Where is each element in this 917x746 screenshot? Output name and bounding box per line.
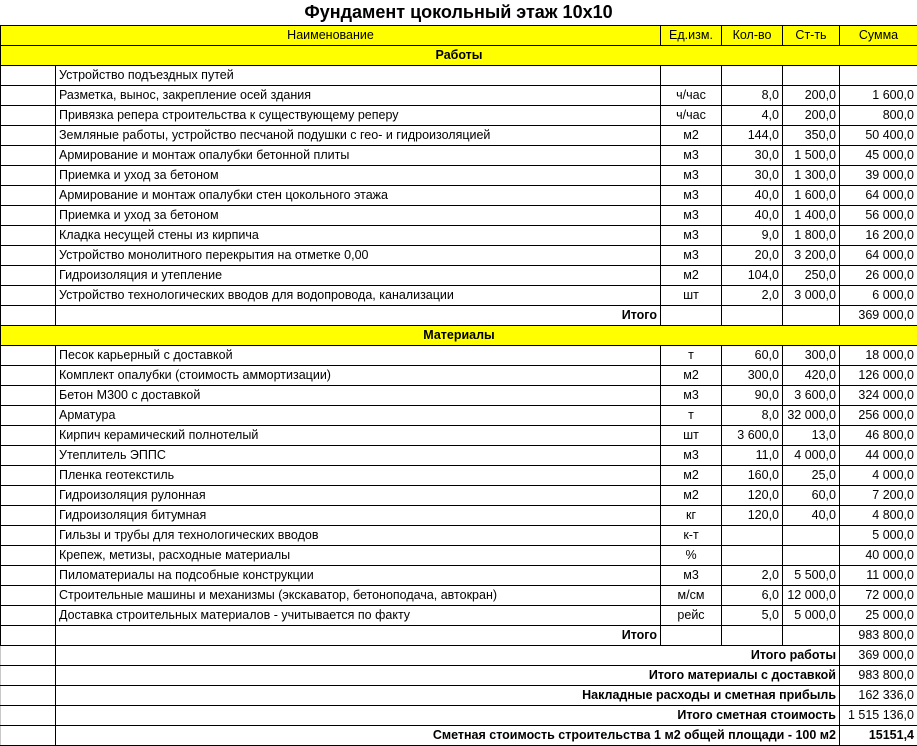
table-row <box>1 606 917 626</box>
table-row <box>1 526 917 546</box>
sum-cell[interactable]: 46 800,0 <box>840 426 917 446</box>
sum-cell[interactable]: 40 000,0 <box>840 546 917 566</box>
materials-total-value[interactable]: 983 800,0 <box>840 626 917 646</box>
summary-label[interactable]: Итого сметная стоимость <box>56 706 840 726</box>
item-name-cell[interactable]: Армирование и монтаж опалубки бетонной плиты <box>56 146 661 166</box>
table-row <box>1 466 917 486</box>
table-row <box>1 506 917 526</box>
unit-cell[interactable] <box>661 306 722 326</box>
sum-cell[interactable]: 44 000,0 <box>840 446 917 466</box>
header-unit: Ед.изм. <box>661 26 722 46</box>
sum-cell[interactable]: 72 000,0 <box>840 586 917 606</box>
sum-cell[interactable]: 4 000,0 <box>840 466 917 486</box>
works-total-row <box>1 306 917 326</box>
unit-cell[interactable]: м2 <box>661 266 722 286</box>
qty-cell[interactable]: 11,0 <box>722 446 783 466</box>
summary-label[interactable]: Сметная стоимость строительства 1 м2 общей площади - 100 м2 <box>56 726 840 746</box>
unit-cell[interactable]: ч/час <box>661 86 722 106</box>
qty-cell[interactable]: 40,0 <box>722 186 783 206</box>
item-name-cell[interactable]: Приемка и уход за бетоном <box>56 166 661 186</box>
row-gap-cell[interactable] <box>1 686 56 706</box>
sum-cell[interactable]: 6 000,0 <box>840 286 917 306</box>
table-row <box>1 586 917 606</box>
qty-cell[interactable]: 8,0 <box>722 406 783 426</box>
row-gap-cell[interactable] <box>1 586 56 606</box>
summary-row <box>1 646 917 666</box>
row-gap-cell[interactable] <box>1 86 56 106</box>
works-total-label[interactable]: Итого <box>56 306 661 326</box>
row-gap-cell[interactable] <box>1 106 56 126</box>
unit-cell[interactable]: т <box>661 346 722 366</box>
works-section-label: Работы <box>1 46 917 66</box>
unit-cell[interactable]: ч/час <box>661 106 722 126</box>
summary-label[interactable]: Накладные расходы и сметная прибыль <box>56 686 840 706</box>
qty-cell[interactable] <box>722 66 783 86</box>
table-row <box>1 146 917 166</box>
summary-value[interactable]: 369 000,0 <box>840 646 917 666</box>
table-row <box>1 266 917 286</box>
unit-cell[interactable]: % <box>661 546 722 566</box>
qty-cell[interactable]: 5,0 <box>722 606 783 626</box>
price-cell[interactable] <box>783 306 840 326</box>
row-gap-cell[interactable] <box>1 246 56 266</box>
header-row <box>1 26 917 46</box>
sum-cell[interactable]: 16 200,0 <box>840 226 917 246</box>
item-name-cell[interactable]: Кладка несущей стены из кирпича <box>56 226 661 246</box>
price-cell[interactable]: 250,0 <box>783 266 840 286</box>
table-row <box>1 346 917 366</box>
row-gap-cell[interactable] <box>1 726 56 746</box>
price-cell[interactable]: 200,0 <box>783 106 840 126</box>
price-cell[interactable]: 60,0 <box>783 486 840 506</box>
table-row <box>1 206 917 226</box>
price-cell[interactable]: 13,0 <box>783 426 840 446</box>
unit-cell[interactable]: т <box>661 406 722 426</box>
table-row <box>1 486 917 506</box>
header-name: Наименование <box>1 26 661 46</box>
price-cell[interactable]: 1 400,0 <box>783 206 840 226</box>
unit-cell[interactable]: м3 <box>661 446 722 466</box>
sum-cell[interactable]: 39 000,0 <box>840 166 917 186</box>
item-name-cell[interactable]: Утеплитель ЭППС <box>56 446 661 466</box>
row-gap-cell[interactable] <box>1 706 56 726</box>
qty-cell[interactable]: 9,0 <box>722 226 783 246</box>
unit-cell[interactable]: шт <box>661 286 722 306</box>
unit-cell[interactable]: м3 <box>661 166 722 186</box>
table-row <box>1 446 917 466</box>
item-name-cell[interactable]: Гидроизоляция битумная <box>56 506 661 526</box>
estimate-table <box>0 25 917 746</box>
row-gap-cell[interactable] <box>1 626 56 646</box>
item-name-cell[interactable]: Привязка репера строительства к существующему реперу <box>56 106 661 126</box>
table-row <box>1 366 917 386</box>
summary-value[interactable]: 1 515 136,0 <box>840 706 917 726</box>
table-row <box>1 546 917 566</box>
table-row <box>1 386 917 406</box>
materials-total-row <box>1 626 917 646</box>
table-row <box>1 246 917 266</box>
sum-cell[interactable]: 26 000,0 <box>840 266 917 286</box>
sum-cell[interactable]: 56 000,0 <box>840 206 917 226</box>
item-name-cell[interactable]: Устройство монолитного перекрытия на отметке 0,00 <box>56 246 661 266</box>
price-cell[interactable]: 5 000,0 <box>783 606 840 626</box>
item-name-cell[interactable]: Устройство подъездных путей <box>56 66 661 86</box>
row-gap-cell[interactable] <box>1 206 56 226</box>
item-name-cell[interactable]: Разметка, вынос, закрепление осей здания <box>56 86 661 106</box>
qty-cell[interactable]: 30,0 <box>722 166 783 186</box>
table-row <box>1 566 917 586</box>
unit-cell[interactable]: кг <box>661 506 722 526</box>
sum-cell[interactable]: 50 400,0 <box>840 126 917 146</box>
row-gap-cell[interactable] <box>1 266 56 286</box>
qty-cell[interactable]: 40,0 <box>722 206 783 226</box>
item-name-cell[interactable]: Гидроизоляция рулонная <box>56 486 661 506</box>
price-cell[interactable]: 1 800,0 <box>783 226 840 246</box>
table-row <box>1 66 917 86</box>
item-name-cell[interactable]: Строительные машины и механизмы (экскаватор, бетоноподача, автокран) <box>56 586 661 606</box>
price-cell[interactable]: 3 200,0 <box>783 246 840 266</box>
row-gap-cell[interactable] <box>1 346 56 366</box>
qty-cell[interactable]: 120,0 <box>722 486 783 506</box>
row-gap-cell[interactable] <box>1 506 56 526</box>
row-gap-cell[interactable] <box>1 406 56 426</box>
qty-cell[interactable] <box>722 306 783 326</box>
unit-cell[interactable]: шт <box>661 426 722 446</box>
qty-cell[interactable]: 144,0 <box>722 126 783 146</box>
qty-cell[interactable]: 8,0 <box>722 86 783 106</box>
summary-label[interactable]: Итого материалы с доставкой <box>56 666 840 686</box>
row-gap-cell[interactable] <box>1 466 56 486</box>
item-name-cell[interactable]: Бетон М300 с доставкой <box>56 386 661 406</box>
row-gap-cell[interactable] <box>1 126 56 146</box>
unit-cell[interactable] <box>661 66 722 86</box>
sheet-title: Фундамент цокольный этаж 10х10 <box>0 0 917 25</box>
sum-cell[interactable]: 64 000,0 <box>840 186 917 206</box>
price-cell[interactable]: 350,0 <box>783 126 840 146</box>
header-price: Ст-ть <box>783 26 840 46</box>
item-name-cell[interactable]: Приемка и уход за бетоном <box>56 206 661 226</box>
table-row <box>1 126 917 146</box>
price-cell[interactable]: 300,0 <box>783 346 840 366</box>
sum-cell[interactable]: 5 000,0 <box>840 526 917 546</box>
summary-row <box>1 726 917 746</box>
price-cell[interactable]: 3 000,0 <box>783 286 840 306</box>
row-gap-cell[interactable] <box>1 166 56 186</box>
row-gap-cell[interactable] <box>1 526 56 546</box>
unit-cell[interactable]: м3 <box>661 246 722 266</box>
unit-cell[interactable]: м3 <box>661 146 722 166</box>
item-name-cell[interactable]: Пиломатериалы на подсобные конструкции <box>56 566 661 586</box>
qty-cell[interactable]: 3 600,0 <box>722 426 783 446</box>
qty-cell[interactable] <box>722 626 783 646</box>
item-name-cell[interactable]: Гильзы и трубы для технологических вводов <box>56 526 661 546</box>
summary-value[interactable]: 15151,4 <box>840 726 917 746</box>
materials-total-label[interactable]: Итого <box>56 626 661 646</box>
row-gap-cell[interactable] <box>1 226 56 246</box>
item-name-cell[interactable]: Арматура <box>56 406 661 426</box>
item-name-cell[interactable]: Земляные работы, устройство песчаной подушки с гео- и гидроизоляцией <box>56 126 661 146</box>
unit-cell[interactable]: к-т <box>661 526 722 546</box>
row-gap-cell[interactable] <box>1 646 56 666</box>
row-gap-cell[interactable] <box>1 666 56 686</box>
price-cell[interactable]: 1 600,0 <box>783 186 840 206</box>
sum-cell[interactable]: 11 000,0 <box>840 566 917 586</box>
row-gap-cell[interactable] <box>1 486 56 506</box>
row-gap-cell[interactable] <box>1 386 56 406</box>
row-gap-cell[interactable] <box>1 66 56 86</box>
sum-cell[interactable]: 324 000,0 <box>840 386 917 406</box>
item-name-cell[interactable]: Гидроизоляция и утепление <box>56 266 661 286</box>
header-sum: Сумма <box>840 26 917 46</box>
item-name-cell[interactable]: Кирпич керамический полнотелый <box>56 426 661 446</box>
row-gap-cell[interactable] <box>1 426 56 446</box>
summary-value[interactable]: 162 336,0 <box>840 686 917 706</box>
item-name-cell[interactable]: Крепеж, метизы, расходные материалы <box>56 546 661 566</box>
summary-row <box>1 706 917 726</box>
sum-cell[interactable]: 25 000,0 <box>840 606 917 626</box>
item-name-cell[interactable]: Песок карьерный с доставкой <box>56 346 661 366</box>
qty-cell[interactable] <box>722 546 783 566</box>
unit-cell[interactable]: м3 <box>661 566 722 586</box>
unit-cell[interactable]: м3 <box>661 206 722 226</box>
qty-cell[interactable]: 60,0 <box>722 346 783 366</box>
row-gap-cell[interactable] <box>1 146 56 166</box>
row-gap-cell[interactable] <box>1 366 56 386</box>
row-gap-cell[interactable] <box>1 306 56 326</box>
unit-cell[interactable]: м2 <box>661 466 722 486</box>
qty-cell[interactable]: 4,0 <box>722 106 783 126</box>
table-row <box>1 286 917 306</box>
qty-cell[interactable]: 104,0 <box>722 266 783 286</box>
qty-cell[interactable] <box>722 526 783 546</box>
sum-cell[interactable]: 1 600,0 <box>840 86 917 106</box>
item-name-cell[interactable]: Устройство технологических вводов для водопровода, канализации <box>56 286 661 306</box>
unit-cell[interactable]: м2 <box>661 486 722 506</box>
unit-cell[interactable] <box>661 626 722 646</box>
sum-cell[interactable] <box>840 66 917 86</box>
price-cell[interactable] <box>783 546 840 566</box>
row-gap-cell[interactable] <box>1 186 56 206</box>
table-row <box>1 426 917 446</box>
unit-cell[interactable]: м2 <box>661 366 722 386</box>
price-cell[interactable]: 5 500,0 <box>783 566 840 586</box>
unit-cell[interactable]: м3 <box>661 186 722 206</box>
qty-cell[interactable]: 2,0 <box>722 566 783 586</box>
sum-cell[interactable]: 18 000,0 <box>840 346 917 366</box>
item-name-cell[interactable]: Комплект опалубки (стоимость аммортизации) <box>56 366 661 386</box>
qty-cell[interactable]: 20,0 <box>722 246 783 266</box>
materials-section-label: Материалы <box>1 326 917 346</box>
price-cell[interactable]: 4 000,0 <box>783 446 840 466</box>
unit-cell[interactable]: м3 <box>661 386 722 406</box>
sum-cell[interactable]: 126 000,0 <box>840 366 917 386</box>
price-cell[interactable]: 420,0 <box>783 366 840 386</box>
price-cell[interactable]: 32 000,0 <box>783 406 840 426</box>
qty-cell[interactable]: 2,0 <box>722 286 783 306</box>
qty-cell[interactable]: 30,0 <box>722 146 783 166</box>
sum-cell[interactable]: 4 800,0 <box>840 506 917 526</box>
sum-cell[interactable]: 64 000,0 <box>840 246 917 266</box>
sum-cell[interactable]: 7 200,0 <box>840 486 917 506</box>
qty-cell[interactable]: 90,0 <box>722 386 783 406</box>
item-name-cell[interactable]: Пленка геотекстиль <box>56 466 661 486</box>
row-gap-cell[interactable] <box>1 566 56 586</box>
materials-section-header <box>1 326 917 346</box>
table-row <box>1 406 917 426</box>
row-gap-cell[interactable] <box>1 286 56 306</box>
table-row <box>1 106 917 126</box>
summary-value[interactable]: 983 800,0 <box>840 666 917 686</box>
works-total-value[interactable]: 369 000,0 <box>840 306 917 326</box>
unit-cell[interactable]: м3 <box>661 226 722 246</box>
unit-cell[interactable]: м/см <box>661 586 722 606</box>
qty-cell[interactable]: 160,0 <box>722 466 783 486</box>
summary-label[interactable]: Итого работы <box>56 646 840 666</box>
table-row <box>1 166 917 186</box>
sum-cell[interactable]: 800,0 <box>840 106 917 126</box>
header-qty: Кол-во <box>722 26 783 46</box>
price-cell[interactable]: 25,0 <box>783 466 840 486</box>
unit-cell[interactable]: м2 <box>661 126 722 146</box>
item-name-cell[interactable]: Доставка строительных материалов - учитывается по факту <box>56 606 661 626</box>
row-gap-cell[interactable] <box>1 546 56 566</box>
qty-cell[interactable]: 300,0 <box>722 366 783 386</box>
price-cell[interactable] <box>783 526 840 546</box>
price-cell[interactable] <box>783 626 840 646</box>
price-cell[interactable]: 1 300,0 <box>783 166 840 186</box>
row-gap-cell[interactable] <box>1 446 56 466</box>
table-row <box>1 226 917 246</box>
table-row <box>1 186 917 206</box>
sum-cell[interactable]: 256 000,0 <box>840 406 917 426</box>
price-cell[interactable] <box>783 66 840 86</box>
sum-cell[interactable]: 45 000,0 <box>840 146 917 166</box>
item-name-cell[interactable]: Армирование и монтаж опалубки стен цокольного этажа <box>56 186 661 206</box>
price-cell[interactable]: 12 000,0 <box>783 586 840 606</box>
row-gap-cell[interactable] <box>1 606 56 626</box>
works-section-header <box>1 46 917 66</box>
unit-cell[interactable]: рейс <box>661 606 722 626</box>
qty-cell[interactable]: 120,0 <box>722 506 783 526</box>
price-cell[interactable]: 3 600,0 <box>783 386 840 406</box>
price-cell[interactable]: 40,0 <box>783 506 840 526</box>
summary-row <box>1 686 917 706</box>
qty-cell[interactable]: 6,0 <box>722 586 783 606</box>
summary-row <box>1 666 917 686</box>
price-cell[interactable]: 1 500,0 <box>783 146 840 166</box>
price-cell[interactable]: 200,0 <box>783 86 840 106</box>
table-row <box>1 86 917 106</box>
